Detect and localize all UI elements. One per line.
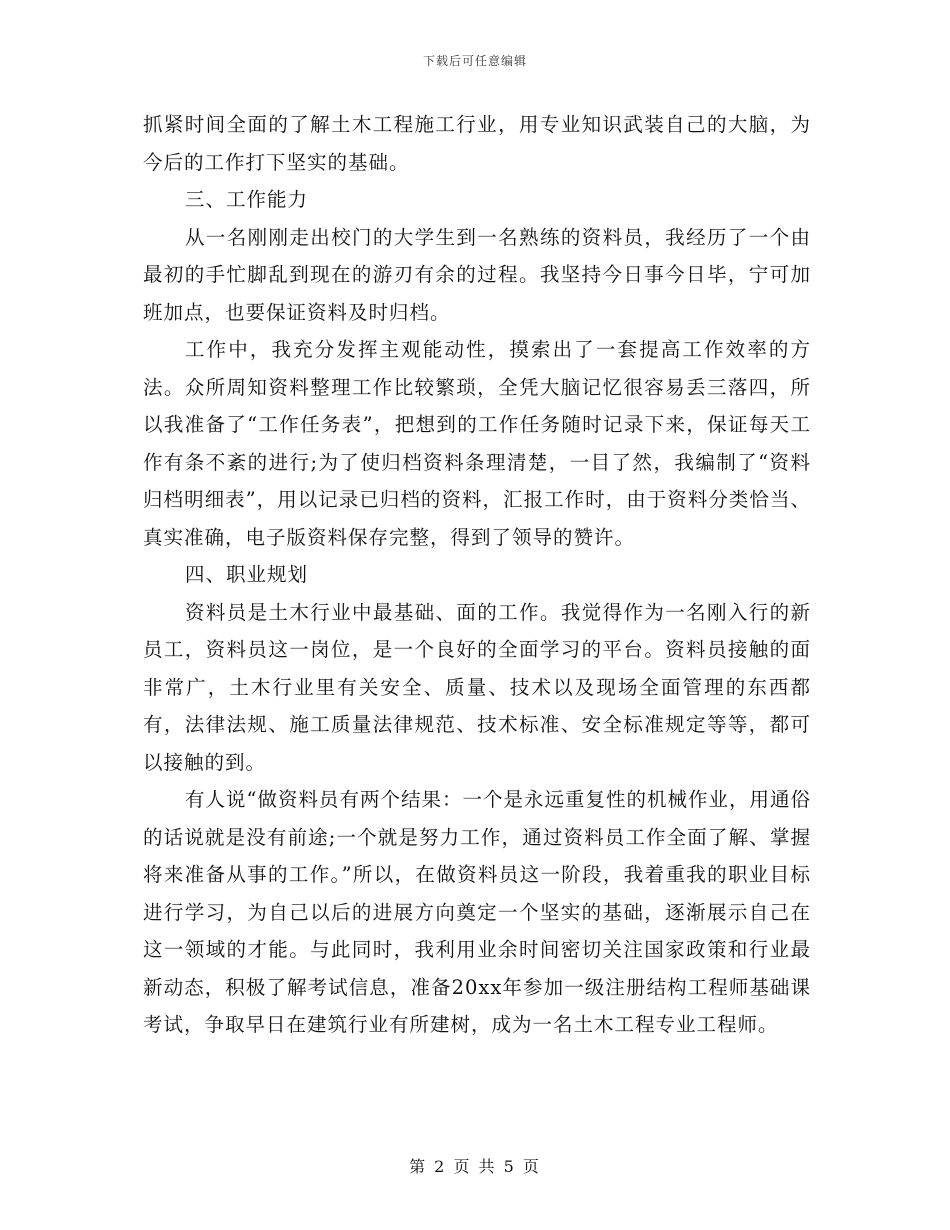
- section-heading-work-ability: 三、工作能力: [185, 188, 309, 211]
- paragraph-career-plan: 资料员是土木行业中最基础、面的工作。我觉得作为一名刚入行的新员工，资料员这一岗位，是一个良好的全面学习的平台。资料员接触的面非常广，土木行业里有关安全、质量、技术以及现场全面管理的东西都有，法律法规、施工质量法律规范、技术标准、安全标准规定等等，都可以接触的到。: [143, 600, 811, 774]
- paragraph-career-goals: 有人说“做资料员有两个结果：一个是永远重复性的机械作业，用通俗的话说就是没有前途;一个就是努力工作，通过资料员工作全面了解、掌握将来准备从事的工作。”所以，在做资料员这一阶段，我着重我的职业目标进行学习，为自己以后的进展方向奠定一个坚实的基础，逐渐展示自己在这一领域的才能。与此同时，我利用业余时间密切关注国家政策和行业最新动态，积极了解考试信息，准备20xx年参加一级注册结构工程师基础课考试，争取早日在建筑行业有所建树，成为一名土木工程专业工程师。: [143, 788, 811, 1036]
- paragraph-work-ability: 从一名刚刚走出校门的大学生到一名熟练的资料员，我经历了一个由最初的手忙脚乱到现在的游刃有余的过程。我坚持今日事今日毕，宁可加班加点，也要保证资料及时归档。: [143, 225, 811, 324]
- page-header: 下载后可任意编辑: [422, 54, 527, 68]
- section-heading-career-plan: 四、职业规划: [185, 563, 309, 586]
- document-body: [143, 106, 811, 1044]
- page-number-footer: 第 2 页 共 5 页: [409, 1157, 541, 1176]
- paragraph-work-methods: 工作中，我充分发挥主观能动性，摸索出了一套提高工作效率的方法。众所周知资料整理工作比较繁琐，全凭大脑记忆很容易丢三落四，所以我准备了“工作任务表”，把想到的工作任务随时记录下来，保证每天工作有条不紊的进行;为了使归档资料条理清楚，一目了然，我编制了“资料归档明细表”，用以记录已归档的资料，汇报工作时，由于资料分类恰当、真实准确，电子版资料保存完整，得到了领导的赞许。: [143, 338, 811, 549]
- paragraph-continuation: 抓紧时间全面的了解土木工程施工行业，用专业知识武装自己的大脑，为今后的工作打下坚实的基础。: [143, 113, 811, 174]
